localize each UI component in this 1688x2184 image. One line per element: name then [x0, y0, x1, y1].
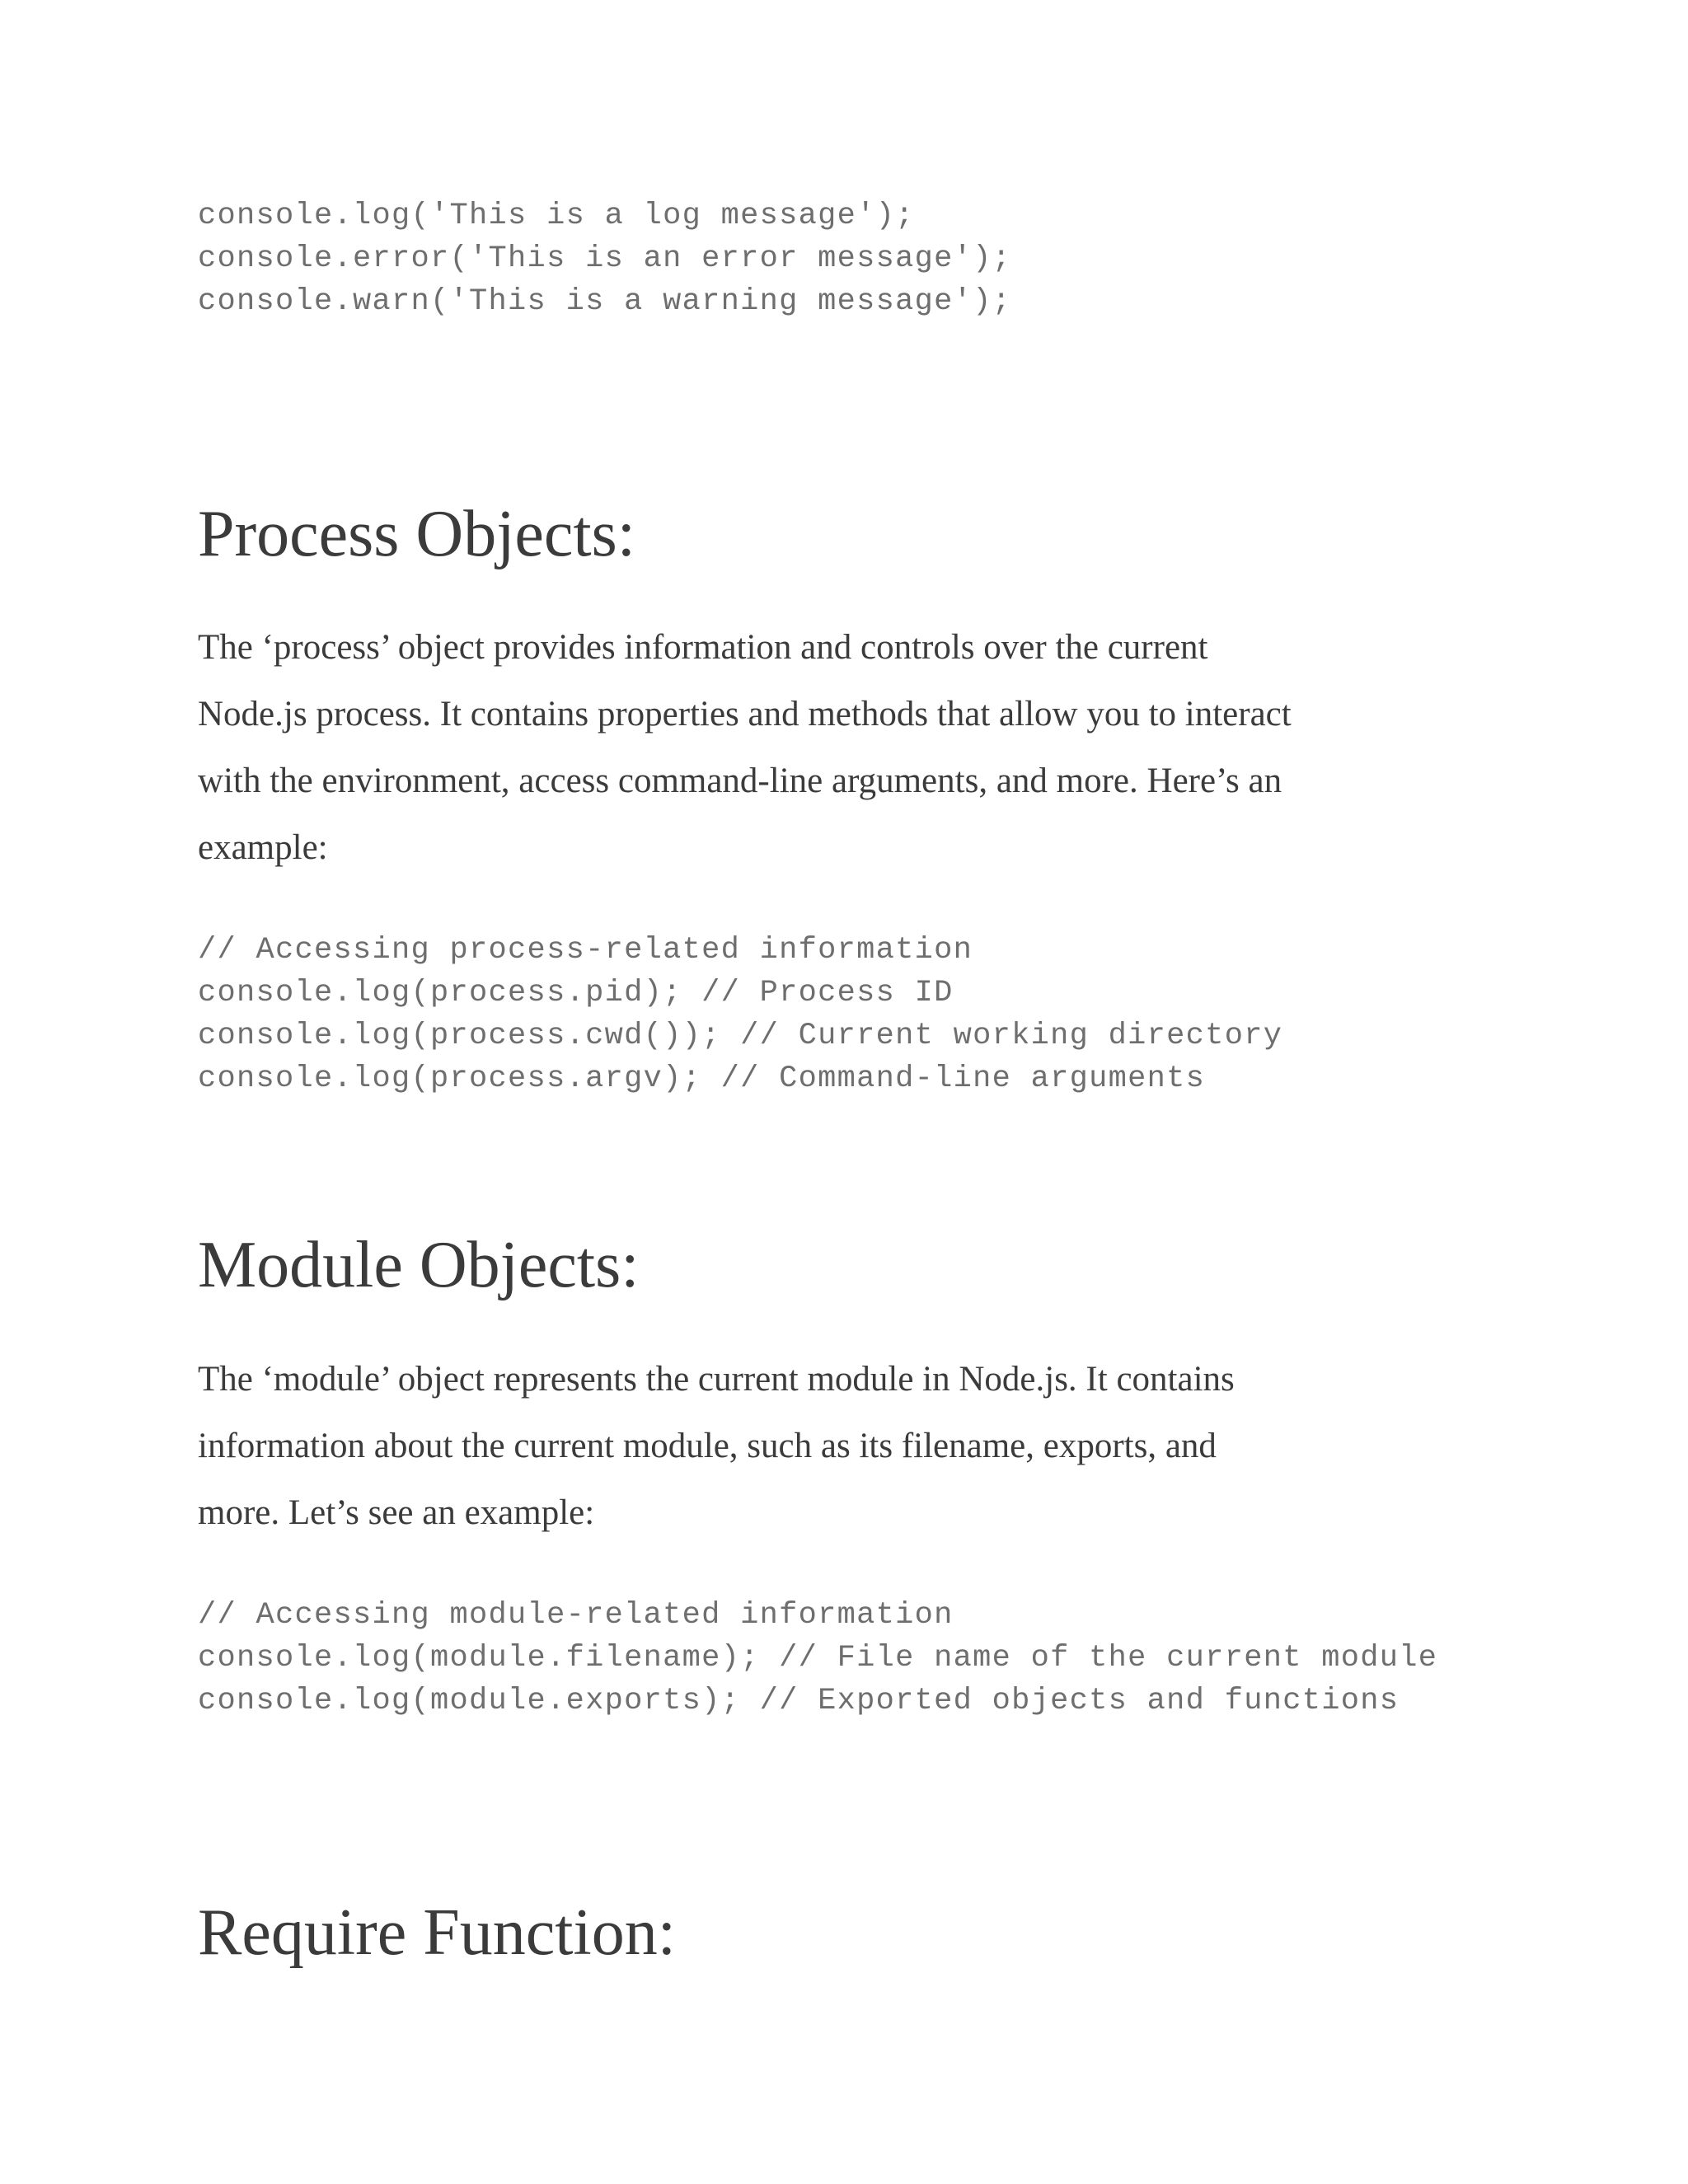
code-block-process	[198, 929, 1282, 1100]
paragraph-line: example:	[198, 828, 328, 867]
heading-module-objects: Module Objects:	[198, 1229, 640, 1301]
paragraph-line: more. Let’s see an example:	[198, 1493, 595, 1532]
heading-require-function: Require Function:	[198, 1896, 676, 1969]
code-line: console.log(process.cwd()); // Current working directory	[198, 1019, 1283, 1053]
code-line: // Accessing module-related information	[198, 1598, 954, 1633]
code-block-module	[198, 1594, 1437, 1722]
paragraph-line: The ‘module’ object represents the current module in Node.js. It contains	[198, 1360, 1235, 1399]
code-line: console.log(process.pid); // Process ID	[198, 976, 954, 1010]
code-line: console.log(process.argv); // Command-line arguments	[198, 1062, 1206, 1096]
code-line: console.warn('This is a warning message');	[198, 284, 1012, 319]
paragraph-line: with the environment, access command-line arguments, and more. Here’s an	[198, 762, 1282, 800]
paragraph-process-objects	[198, 614, 1292, 881]
code-line: console.log(module.filename); // File name of the current module	[198, 1641, 1438, 1675]
paragraph-line: The ‘process’ object provides information and controls over the current	[198, 628, 1208, 667]
paragraph-line: information about the current module, such as its filename, exports, and	[198, 1427, 1217, 1465]
code-line: console.log(module.exports); // Exported objects and functions	[198, 1684, 1400, 1718]
paragraph-line: Node.js process. It contains properties and methods that allow you to interact	[198, 695, 1292, 733]
paragraph-module-objects	[198, 1346, 1235, 1546]
code-line: // Accessing process-related information	[198, 933, 973, 968]
heading-process-objects: Process Objects:	[198, 498, 636, 570]
code-block-console	[198, 194, 1011, 323]
code-line: console.error('This is an error message');	[198, 241, 1012, 276]
code-line: console.log('This is a log message');	[198, 199, 915, 233]
